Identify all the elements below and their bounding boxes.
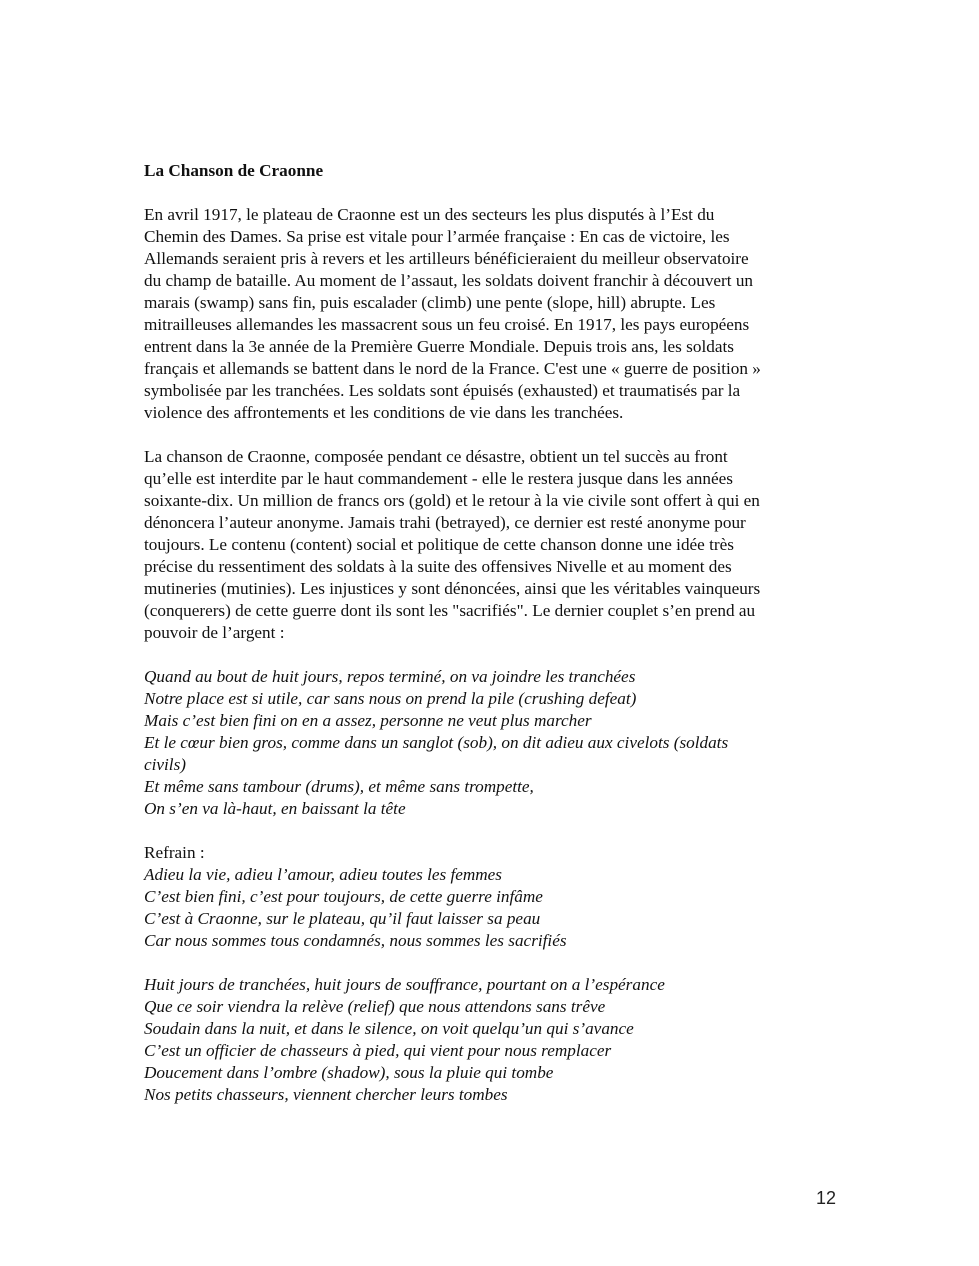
text-line: pouvoir de l’argent : [144,623,285,642]
text-line: En avril 1917, le plateau de Craonne est un des secteurs les plus disputés à l’Est du [144,205,715,224]
verse-line: Huit jours de tranchées, huit jours de souffrance, pourtant on a l’espérance [144,975,665,994]
verse-line: Soudain dans la nuit, et dans le silence, on voit quelqu’un qui s’avance [144,1019,634,1038]
text-line: Chemin des Dames. Sa prise est vitale pour l’armée française : En cas de victoire, les [144,227,730,246]
verse-line: Nos petits chasseurs, viennent chercher leurs tombes [144,1085,508,1104]
verse-line: Et même sans tambour (drums), et même sans trompette, [144,777,534,796]
verse-line: Notre place est si utile, car sans nous on prend la pile (crushing defeat) [144,689,637,708]
refrain [144,842,844,952]
text-line: mitrailleuses allemandes les massacrent sous un feu croisé. En 1917, les pays européens [144,315,750,334]
text-line: du champ de bataille. Au moment de l’assaut, les soldats doivent franchir à découvert un [144,271,754,290]
text-line: violence des affrontements et les conditions de vie dans les tranchées. [144,403,624,422]
text-line: marais (swamp) sans fin, puis escalader (climb) une pente (slope, hill) abrupte. Les [144,293,716,312]
page-number: 12 [815,1188,836,1208]
verse-line: C’est à Craonne, sur le plateau, qu’il faut laisser sa peau [144,909,541,928]
text-line: toujours. Le contenu (content) social et politique de cette chanson donne une idée très [144,535,734,554]
document-title: La Chanson de Craonne [144,161,324,180]
verse-line: Quand au bout de huit jours, repos terminé, on va joindre les tranchées [144,667,636,686]
text-line: entrent dans la 3e année de la Première Guerre Mondiale. Depuis trois ans, les soldats [144,337,734,356]
verse-line: Adieu la vie, adieu l’amour, adieu toutes les femmes [144,865,502,884]
refrain-label: Refrain : [144,843,205,862]
paragraph-intro [144,204,844,424]
verse-line: On s’en va là-haut, en baissant la tête [144,799,406,818]
verse-line: C’est un officier de chasseurs à pied, qui vient pour nous remplacer [144,1041,612,1060]
verse-line: Doucement dans l’ombre (shadow), sous la pluie qui tombe [144,1063,554,1082]
document-body [144,160,844,1128]
verse-line: civils) [144,755,186,774]
verse-line: Et le cœur bien gros, comme dans un sanglot (sob), on dit adieu aux civelots (soldats [144,733,729,752]
text-line: précise du ressentiment des soldats à la suite des offensives Nivelle et au moment des [144,557,732,576]
text-line: qu’elle est interdite par le haut commandement - elle le restera jusque dans les années [144,469,733,488]
text-line: mutineries (mutinies). Les injustices y sont dénoncées, ainsi que les véritables vainqueurs [144,579,761,598]
text-line: (conquerers) de cette guerre dont ils sont les "sacrifiés". Le dernier couplet s’en prend au [144,601,756,620]
verse-line: Mais c’est bien fini on en a assez, personne ne veut plus marcher [144,711,592,730]
text-line: La chanson de Craonne, composée pendant ce désastre, obtient un tel succès au front [144,447,728,466]
paragraph-song-history [144,446,844,644]
stanza-1 [144,666,844,820]
verse-line: Que ce soir viendra la relève (relief) que nous attendons sans trêve [144,997,606,1016]
stanza-2 [144,974,844,1106]
text-line: symbolisée par les tranchées. Les soldats sont épuisés (exhausted) et traumatisés par la [144,381,741,400]
text-line: Allemands seraient pris à revers et les artilleurs bénéficieraient du meilleur observatoire [144,249,749,268]
text-line: français et allemands se battent dans le nord de la France. C'est une « guerre de position » [144,359,761,378]
verse-line: Car nous sommes tous condamnés, nous sommes les sacrifiés [144,931,567,950]
verse-line: C’est bien fini, c’est pour toujours, de cette guerre infâme [144,887,543,906]
text-line: dénoncera l’auteur anonyme. Jamais trahi (betrayed), ce dernier est resté anonyme pour [144,513,746,532]
text-line: soixante-dix. Un million de francs ors (gold) et le retour à la vie civile sont offert à qui en [144,491,760,510]
